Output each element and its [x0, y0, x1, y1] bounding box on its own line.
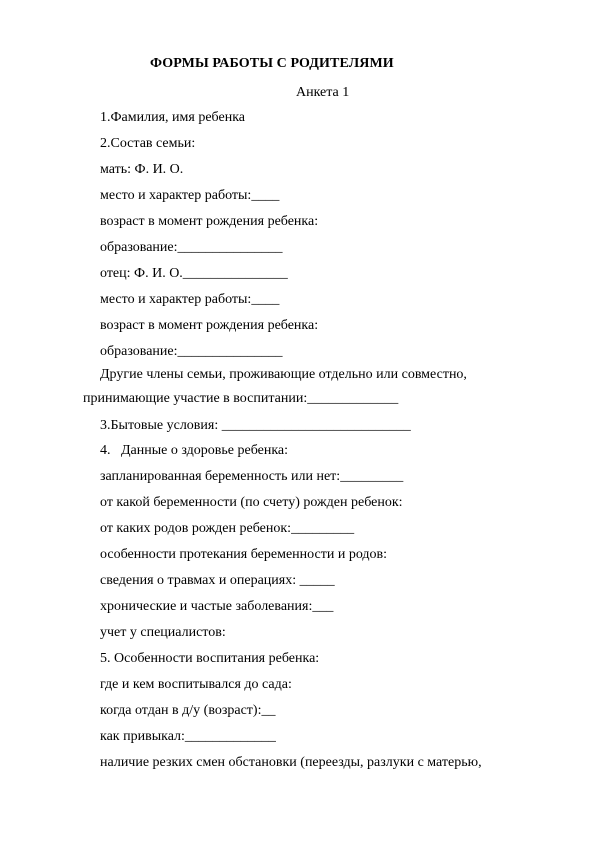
field-mother-education: образование:_______________ — [100, 240, 283, 255]
field-environment-changes: наличие резких смен обстановки (переезды, разлуки с матерью, — [100, 755, 482, 770]
field-father-education: образование:_______________ — [100, 344, 283, 359]
field-planned-pregnancy: запланированная беременность или нет:_________ — [100, 469, 404, 484]
field-father-work: место и характер работы:____ — [100, 292, 280, 307]
question-family-composition: 2.Состав семьи: — [100, 136, 196, 151]
field-pregnancy-number: от какой беременности (по счету) рожден ребенок: — [100, 495, 403, 510]
field-birth-number: от каких родов рожден ребенок:_________ — [100, 521, 355, 536]
field-specialists: учет у специалистов: — [100, 625, 226, 640]
field-father-name: отец: Ф. И. О._______________ — [100, 266, 288, 281]
field-pregnancy-features: особенности протекания беременности и родов: — [100, 547, 388, 562]
field-mother-age: возраст в момент рождения ребенка: — [100, 214, 319, 229]
field-other-members: Другие члены семьи, проживающие отдельно или совместно, — [100, 367, 467, 382]
question-upbringing: 5. Особенности воспитания ребенка: — [100, 651, 320, 666]
field-other-members-cont: принимающие участие в воспитании:_____________ — [83, 391, 399, 406]
field-adaptation: как привыкал:_____________ — [100, 729, 276, 744]
question-health: 4. Данные о здоровье ребенка: — [100, 443, 289, 458]
page-title: ФОРМЫ РАБОТЫ С РОДИТЕЛЯМИ — [150, 56, 394, 71]
question-child-name: 1.Фамилия, имя ребенка — [100, 110, 245, 125]
field-injuries: сведения о травмах и операциях: _____ — [100, 573, 335, 588]
field-mother-name: мать: Ф. И. О. — [100, 162, 184, 177]
field-father-age: возраст в момент рождения ребенка: — [100, 318, 319, 333]
question-living-conditions: 3.Бытовые условия: ___________________________ — [100, 418, 411, 433]
questionnaire-label: Анкета 1 — [296, 85, 350, 100]
field-kindergarten-age: когда отдан в д/у (возраст):__ — [100, 703, 276, 718]
field-chronic-illness: хронические и частые заболевания:___ — [100, 599, 334, 614]
field-mother-work: место и характер работы:____ — [100, 188, 280, 203]
field-before-kindergarten: где и кем воспитывался до сада: — [100, 677, 292, 692]
